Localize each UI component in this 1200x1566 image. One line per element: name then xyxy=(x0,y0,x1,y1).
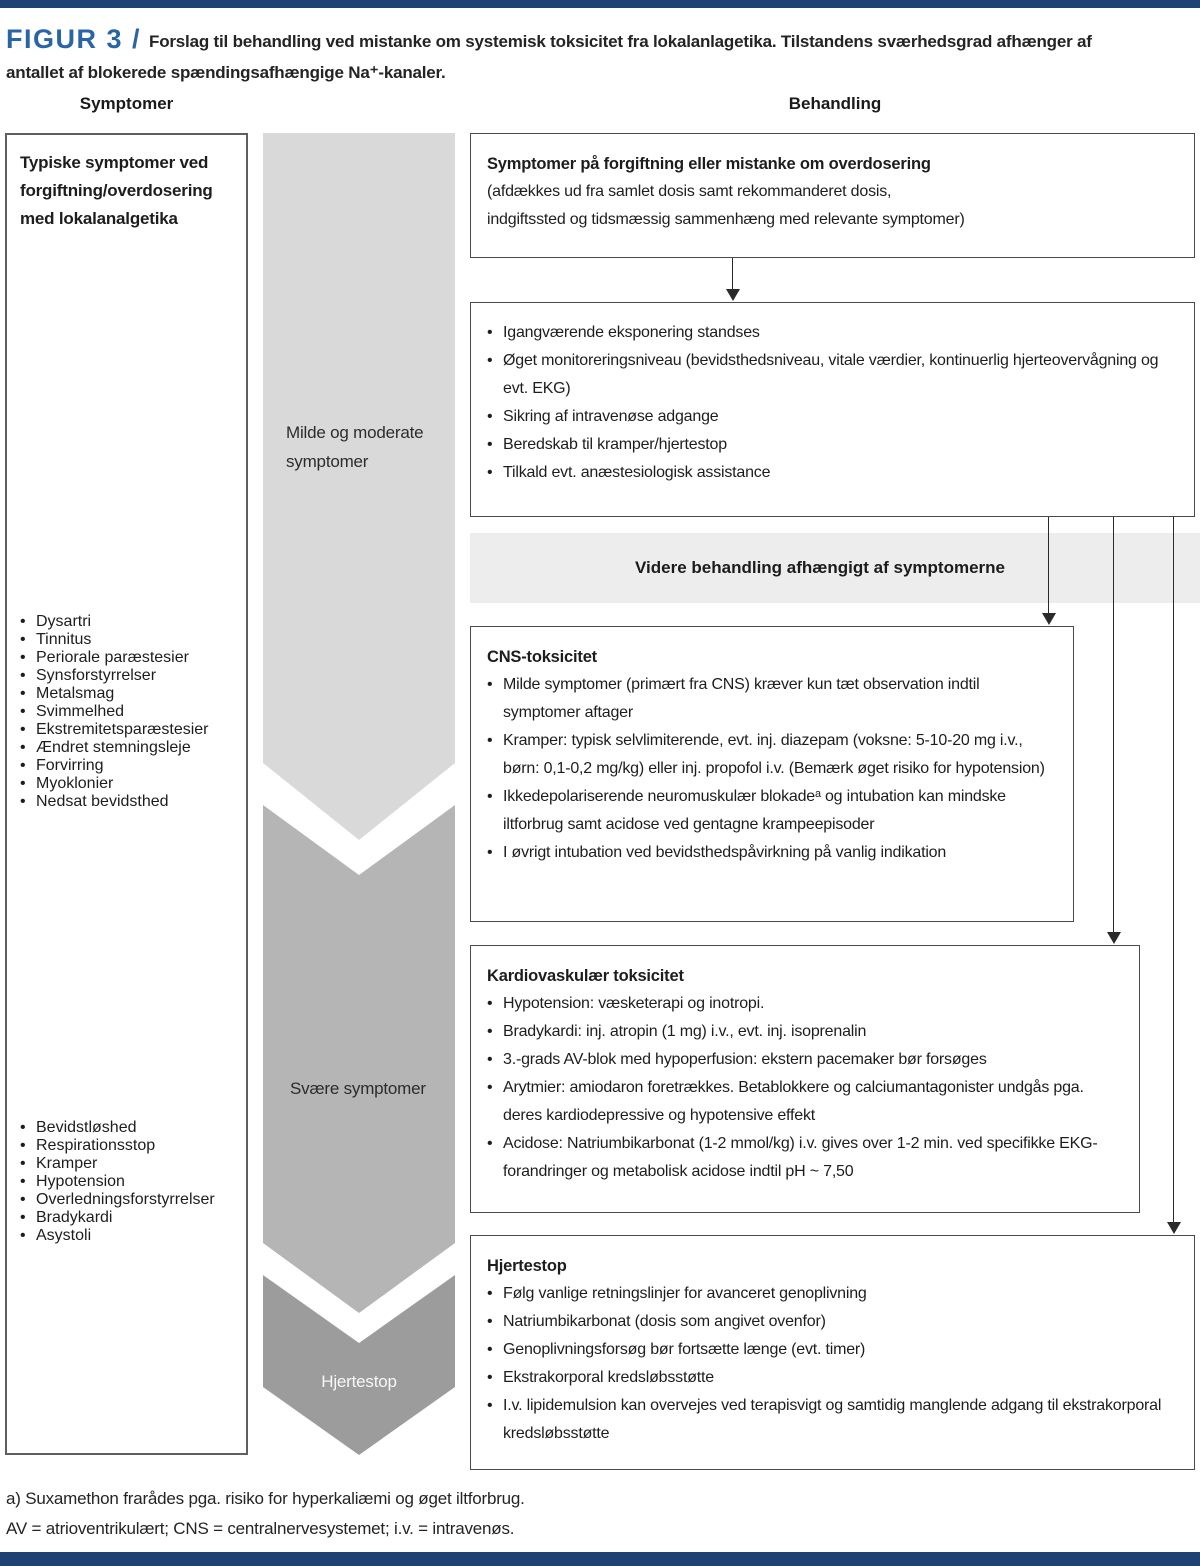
bullet-text: Sikring af intravenøse adgange xyxy=(503,408,719,425)
bullet-item xyxy=(487,671,1061,727)
bullet-text: Respirationsstop xyxy=(36,1137,156,1154)
caption-line-2: antallet af blokerede spændingsafhængige Na⁺-kanaler. xyxy=(6,63,446,82)
bullet-dot: • xyxy=(20,1137,26,1154)
further-treatment-band xyxy=(470,533,1200,603)
cns-toxicity-title: CNS-toksicitet xyxy=(487,648,597,666)
bullet-dot: • xyxy=(20,685,26,702)
bullet-item xyxy=(487,1074,1127,1130)
bullet-item xyxy=(487,1280,1182,1308)
bullet-item xyxy=(20,1173,242,1191)
bullet-dot: • xyxy=(20,775,26,792)
bullet-dot: • xyxy=(20,757,26,774)
bullet-item xyxy=(20,757,242,775)
bullet-item xyxy=(487,1130,1127,1186)
bullet-item xyxy=(20,613,242,631)
bullet-text: Metalsmag xyxy=(36,685,115,702)
cardiovascular-toxicity-box xyxy=(470,945,1140,1213)
bullet-dot: • xyxy=(487,1313,493,1330)
bullet-dot: • xyxy=(487,995,493,1012)
bullet-item xyxy=(20,739,242,757)
bullet-item xyxy=(20,1155,242,1173)
suspicion-box-title: Symptomer på forgiftning eller mistanke om overdosering xyxy=(487,155,931,173)
bullet-dot: • xyxy=(487,788,493,805)
bullet-dot: • xyxy=(487,1051,493,1068)
bullet-item xyxy=(487,1046,1127,1074)
bullet-text: Dysartri xyxy=(36,613,92,630)
bullet-text: Følg vanlige retningslinjer for avanceret genoplivning xyxy=(503,1285,867,1302)
bullet-item xyxy=(487,1018,1127,1046)
chevron-label-arrest: Hjertestop xyxy=(321,1372,397,1391)
bullet-dot: • xyxy=(20,1191,26,1208)
bullet-item xyxy=(487,839,1061,867)
figure-caption xyxy=(6,24,1196,88)
bullet-item xyxy=(20,1119,242,1137)
bullet-item xyxy=(487,319,1182,347)
initial-measures-list xyxy=(471,303,1194,487)
arrowhead-to-cardio-box xyxy=(1107,932,1121,944)
bullet-item xyxy=(487,1392,1182,1448)
bullet-dot: • xyxy=(20,613,26,630)
symptoms-box-title: Typiske symptomer ved forgiftning/overdosering med lokalanalgetika xyxy=(20,153,213,228)
suspicion-box-line-1: (afdækkes ud fra samlet dosis samt rekommanderet dosis, xyxy=(487,183,892,200)
bullet-item xyxy=(20,1137,242,1155)
bullet-dot: • xyxy=(487,1135,493,1152)
bullet-text: Overledningsforstyrrelser xyxy=(36,1191,215,1208)
bullet-text: Bradykardi xyxy=(36,1209,113,1226)
bullet-text: 3.-grads AV-blok med hypoperfusion: ekstern pacemaker bør forsøges xyxy=(503,1051,987,1068)
bullet-item xyxy=(487,459,1182,487)
bullet-item xyxy=(487,1336,1182,1364)
arrow-line-to-cardio-box xyxy=(1113,517,1114,933)
bullet-item xyxy=(20,667,242,685)
bullet-dot: • xyxy=(487,324,493,341)
cns-toxicity-list xyxy=(487,671,1061,867)
bullet-dot: • xyxy=(487,1285,493,1302)
bullet-text: I.v. lipidemulsion kan overvejes ved terapisvigt og samtidig manglende adgang til ekstrakorporal kredsløbsstøtte xyxy=(503,1397,1162,1442)
bullet-dot: • xyxy=(487,1023,493,1040)
bullet-text: Tilkald evt. anæstesiologisk assistance xyxy=(503,464,771,481)
arrowhead-to-arrest-box xyxy=(1167,1222,1181,1234)
bullet-text: Asystoli xyxy=(36,1227,92,1244)
bullet-dot: • xyxy=(487,352,493,369)
bullet-dot: • xyxy=(20,631,26,648)
figure-label: FIGUR 3 / xyxy=(6,24,142,54)
bullet-dot: • xyxy=(20,1155,26,1172)
bullet-text: Beredskab til kramper/hjertestop xyxy=(503,436,727,453)
arrow-line-to-cns-box xyxy=(1048,517,1049,614)
bullet-dot: • xyxy=(20,649,26,666)
bullet-dot: • xyxy=(487,732,493,749)
bullet-item xyxy=(20,685,242,703)
severe-symptoms-list xyxy=(20,1119,242,1245)
arrow-line-to-arrest-box xyxy=(1173,517,1174,1223)
cardiac-arrest-list xyxy=(487,1280,1182,1448)
bullet-text: Acidose: Natriumbikarbonat (1-2 mmol/kg) i.v. gives over 1-2 min. ved specifikke EKG-forandringer og metabolisk acidose indtil pH ~ 7,50 xyxy=(503,1135,1098,1180)
bullet-text: Milde symptomer (primært fra CNS) kræver kun tæt observation indtil symptomer aftager xyxy=(503,676,980,721)
bullet-item xyxy=(487,431,1182,459)
top-accent-bar xyxy=(0,0,1200,8)
bullet-item xyxy=(487,1364,1182,1392)
bullet-item xyxy=(20,631,242,649)
bullet-text: Natriumbikarbonat (dosis som angivet ovenfor) xyxy=(503,1313,826,1330)
bullet-dot: • xyxy=(487,1397,493,1414)
bullet-dot: • xyxy=(20,793,26,810)
bullet-text: Svimmelhed xyxy=(36,703,125,720)
bullet-item xyxy=(20,1209,242,1227)
bullet-item xyxy=(20,793,242,811)
arrowhead-box1-to-box2 xyxy=(726,289,740,301)
symptoms-box xyxy=(5,133,248,1455)
bullet-dot: • xyxy=(487,1079,493,1096)
chevron-label-mild: Milde og moderate symptomer xyxy=(286,423,424,471)
bullet-dot: • xyxy=(20,1227,26,1244)
bullet-text: Ekstremitetsparæstesier xyxy=(36,721,209,738)
bullet-text: Bevidstløshed xyxy=(36,1119,137,1136)
bullet-text: I øvrigt intubation ved bevidsthedspåvirkning på vanlig indikation xyxy=(503,844,947,861)
column-header-treatment: Behandling xyxy=(788,94,882,113)
bullet-text: Ikkedepolariserende neuromuskulær blokadeᵃ og intubation kan mindske iltforbrug samt acidose ved gentagne krampeepisoder xyxy=(503,788,1006,833)
bullet-item xyxy=(20,775,242,793)
bullet-dot: • xyxy=(487,1341,493,1358)
arrowhead-to-cns-box xyxy=(1042,613,1056,625)
bullet-item xyxy=(20,1227,242,1245)
bullet-text: Igangværende eksponering standses xyxy=(503,324,760,341)
bullet-dot: • xyxy=(20,721,26,738)
bullet-text: Tinnitus xyxy=(36,631,92,648)
bullet-dot: • xyxy=(20,739,26,756)
initial-measures-box xyxy=(470,302,1195,517)
bullet-text: Genoplivningsforsøg bør fortsætte længe (evt. timer) xyxy=(503,1341,866,1358)
cardiovascular-toxicity-title: Kardiovaskulær toksicitet xyxy=(487,967,684,985)
suspicion-box xyxy=(470,133,1195,258)
bullet-item xyxy=(487,1308,1182,1336)
bullet-item xyxy=(487,403,1182,431)
bullet-text: Ændret stemningsleje xyxy=(36,739,191,756)
bullet-text: Øget monitoreringsniveau (bevidsthedsniveau, vitale værdier, kontinuerlig hjerteovervågning og evt. EKG) xyxy=(503,352,1159,397)
bullet-dot: • xyxy=(487,1369,493,1386)
bullet-text: Kramper: typisk selvlimiterende, evt. inj. diazepam (voksne: 5-10-20 mg i.v., børn: 0,1-0,2 mg/kg) eller inj. propofol i.v. (Bemærk øget risiko for hypotension) xyxy=(503,732,1045,777)
chevron-label-severe: Svære symptomer xyxy=(290,1079,426,1098)
bullet-dot: • xyxy=(20,667,26,684)
bullet-dot: • xyxy=(487,436,493,453)
bullet-item xyxy=(20,649,242,667)
bullet-dot: • xyxy=(487,676,493,693)
bullet-item xyxy=(487,347,1182,403)
bullet-text: Forvirring xyxy=(36,757,104,774)
bullet-text: Hypotension: væsketerapi og inotropi. xyxy=(503,995,765,1012)
caption-line-1: Forslag til behandling ved mistanke om systemisk toksicitet fra lokalanlagetika. Tilstandens sværhedsgrad afhænger af xyxy=(149,32,1092,51)
bullet-text: Kramper xyxy=(36,1155,98,1172)
bullet-dot: • xyxy=(20,703,26,720)
bullet-item xyxy=(487,783,1061,839)
chevron-mild-moderate xyxy=(263,133,455,840)
suspicion-box-line-2: indgiftssted og tidsmæssig sammenhæng med relevante symptomer) xyxy=(487,211,965,228)
footnote-suxamethon: a) Suxamethon frarådes pga. risiko for hyperkaliæmi og øget iltforbrug. xyxy=(6,1489,525,1508)
bullet-text: Hypotension xyxy=(36,1173,125,1190)
bullet-text: Arytmier: amiodaron foretrækkes. Betablokkere og calciumantagonister undgås pga. deres kardiodepressive og hypotensive effekt xyxy=(503,1079,1084,1124)
bullet-text: Myoklonier xyxy=(36,775,114,792)
bullet-dot: • xyxy=(487,844,493,861)
bullet-item xyxy=(487,727,1061,783)
cardiac-arrest-title: Hjertestop xyxy=(487,1257,567,1275)
bullet-text: Ekstrakorporal kredsløbsstøtte xyxy=(503,1369,714,1386)
cns-toxicity-box xyxy=(470,626,1074,922)
bullet-dot: • xyxy=(487,464,493,481)
bullet-dot: • xyxy=(20,1173,26,1190)
bullet-item xyxy=(20,721,242,739)
bullet-item xyxy=(487,990,1127,1018)
bullet-dot: • xyxy=(20,1119,26,1136)
bullet-text: Bradykardi: inj. atropin (1 mg) i.v., evt. inj. isoprenalin xyxy=(503,1023,867,1040)
bullet-dot: • xyxy=(487,408,493,425)
bullet-item xyxy=(20,1191,242,1209)
bullet-dot: • xyxy=(20,1209,26,1226)
bullet-text: Synsforstyrrelser xyxy=(36,667,157,684)
bottom-accent-bar xyxy=(0,1552,1200,1566)
cardiovascular-toxicity-list xyxy=(487,990,1127,1186)
further-treatment-band-label: Videre behandling afhængigt af symptomerne xyxy=(635,558,1005,577)
chevron-severe xyxy=(263,805,455,1313)
footnote-abbreviations: AV = atrioventrikulært; CNS = centralnervesystemet; i.v. = intravenøs. xyxy=(6,1519,515,1538)
mild-symptoms-list xyxy=(20,613,242,811)
cardiac-arrest-box xyxy=(470,1235,1195,1470)
arrow-line-box1-to-box2 xyxy=(732,258,733,290)
bullet-text: Periorale paræstesier xyxy=(36,649,189,666)
bullet-item xyxy=(20,703,242,721)
bullet-text: Nedsat bevidsthed xyxy=(36,793,169,810)
column-header-symptoms: Symptomer xyxy=(79,94,174,113)
